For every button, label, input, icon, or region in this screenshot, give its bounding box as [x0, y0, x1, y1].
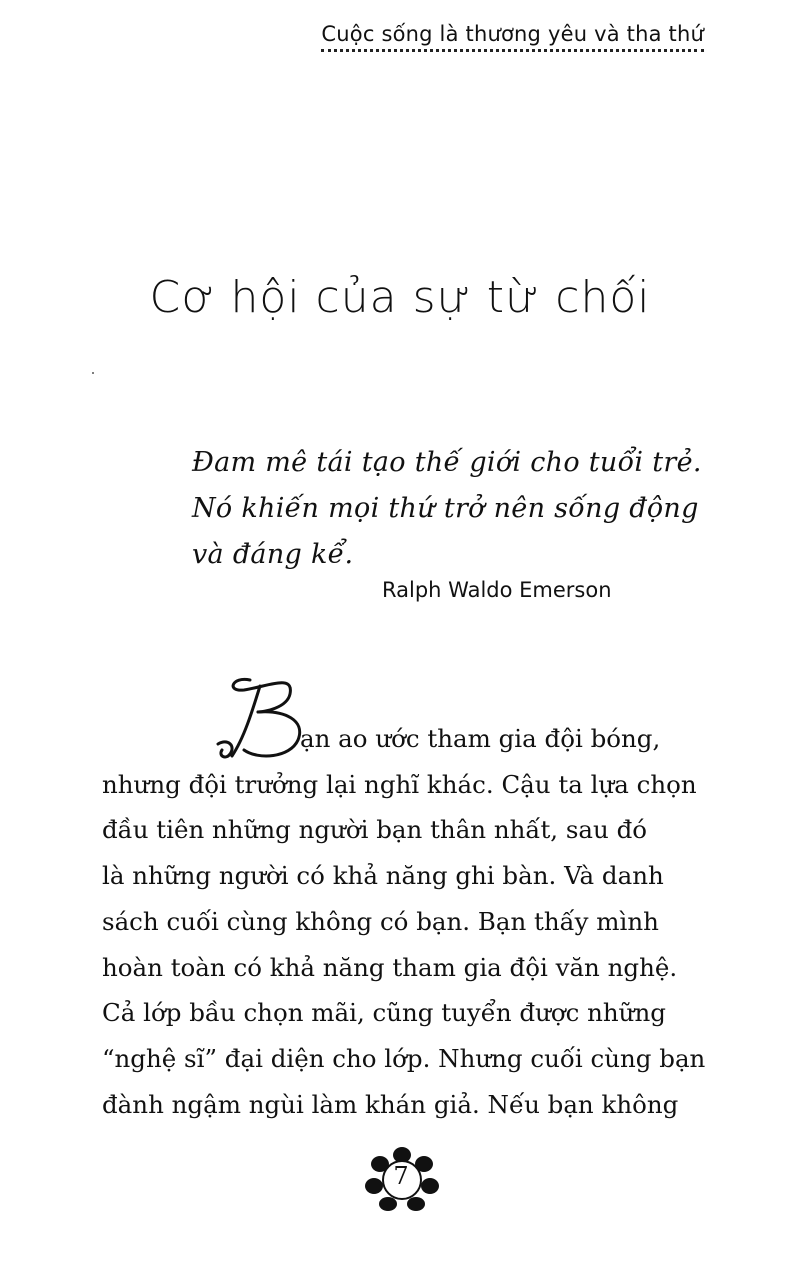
page-number: 7 — [393, 1162, 409, 1190]
body-line: sách cuối cùng không có bạn. Bạn thấy mình — [102, 906, 659, 936]
body-line: nhưng đội trưởng lại nghĩ khác. Cậu ta lựa chọn — [102, 769, 697, 799]
body-line: ạn ao ước tham gia đội bóng, — [300, 724, 661, 753]
body-line: đầu tiên những người bạn thân nhất, sau đó — [102, 815, 648, 845]
body-line: là những người có khả năng ghi bàn. Và danh — [102, 861, 664, 891]
drop-cap-letter: B — [264, 724, 265, 725]
epigraph-author: Ralph Waldo Emerson — [382, 578, 612, 602]
body-line: đành ngậm ngùi làm khán giả. Nếu bạn không — [102, 1089, 679, 1119]
epigraph-quote — [192, 440, 702, 578]
epigraph-line: và đáng kể. — [192, 539, 354, 570]
epigraph-line: Nó khiến mọi thứ trở nên sống động — [192, 493, 699, 524]
body-line: hoàn toàn có khả năng tham gia đội văn nghệ. — [102, 952, 678, 982]
epigraph-line: Đam mê tái tạo thế giới cho tuổi trẻ. — [192, 447, 702, 478]
print-speck — [92, 372, 94, 374]
chapter-title: Cơ hội của sự từ chối — [149, 272, 651, 323]
body-line: Cả lớp bầu chọn mãi, cũng tuyển được những — [102, 998, 666, 1028]
running-header: Cuộc sống là thương yêu và tha thứ — [321, 22, 704, 52]
body-text — [102, 716, 706, 1127]
body-line: “nghệ sĩ” đại diện cho lớp. Nhưng cuối cùng bạn — [102, 1043, 706, 1073]
